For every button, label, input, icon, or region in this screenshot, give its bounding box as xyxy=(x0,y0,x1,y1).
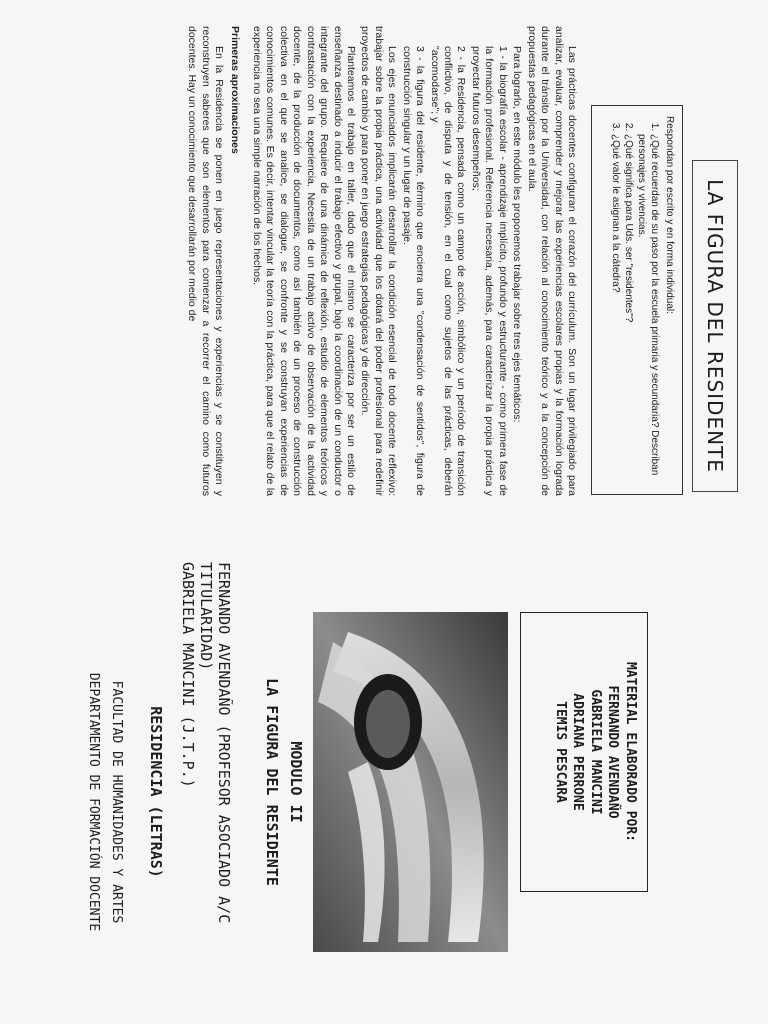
page-title: LA FIGURA DEL RESIDENTE xyxy=(692,160,738,492)
cover-page xyxy=(0,512,768,1024)
credit-name: GABRIELA MANCINI xyxy=(587,689,603,815)
module-heading xyxy=(260,552,308,1012)
cover-photo xyxy=(313,612,508,952)
credit-name: ADRIANA PERRONE xyxy=(570,693,586,811)
author-line: FERNANDO AVENDAÑO (PROFESOR ASOCIADO A/C TITULARIDAD) xyxy=(197,562,233,924)
credits-heading: MATERIAL ELABORADO POR: xyxy=(623,661,638,842)
paragraph: Para lograrlo, en este módulo les proponemos trabajar sobre tres ejes temáticos: xyxy=(511,46,524,423)
section-heading: Primeras aproximaciones xyxy=(229,26,242,154)
paragraph: Los ejes enunciados implicarán desarrollar la condición esencial de todo docente reflexivo: trabajar sobre la propia práctica, una actividad que los dotará del poder profesional para redefinir proyectos de cambio y para poner en juego estrategias pedagógicas y de dirección. xyxy=(359,26,399,496)
credits-box xyxy=(520,612,648,892)
module-number: MODULO II xyxy=(287,741,305,823)
faculty-name: FACULTAD DE HUMANIDADES Y ARTES xyxy=(109,680,124,924)
author-line: GABRIELA MANCINI (J.T.P.) xyxy=(179,562,197,788)
axis-item: 1 - la biografía escolar - aprendizaje implícito, profundo y estructurante - como primera fase de la formación profesional. Referencia necesaria, además, para caracterizar la propia práctica y proyectar futuros desempeños; xyxy=(469,46,509,496)
axis-item: 3 - la figura del residente, término que encierra una "condensación de sentidos", figura de construcción singular y un lugar de pasaje. xyxy=(400,46,427,496)
body-text xyxy=(184,26,578,496)
institution-block xyxy=(81,602,128,1002)
axis-item: 2 - la Residencia, pensada como un campo de acción, simbólico y un período de transición conflictivo, de disputa y de tensión, en el cual como sujetos de las prácticas, deberán "acomodarse"; y xyxy=(428,46,468,496)
question-item: 3. ¿Qué valor le asignan a la cátedra? xyxy=(609,134,622,484)
credit-name: FERNANDO AVENDAÑO xyxy=(605,685,621,819)
instructions-box xyxy=(591,105,683,495)
questions-list xyxy=(609,116,661,484)
department-name: DEPARTAMENTO DE FORMACIÓN DOCENTE xyxy=(85,672,101,932)
module-title: LA FIGURA DEL RESIDENTE xyxy=(263,678,281,886)
instructions-intro: Respondan por escrito y en forma individual: xyxy=(664,116,675,314)
authors-block xyxy=(179,562,233,1022)
paragraph: En la Residencia se ponen en juego representaciones y experiencias y se constituyen y reconstruyen saberes que son elementos para comenzar a recorrer el camino como futuros docentes. Hay un conocimiento que desarrollarán por medio de xyxy=(186,26,226,496)
question-item: 2. ¿Qué significa para Uds. ser "residentes"? xyxy=(622,134,635,484)
course-name: RESIDENCIA (LETRAS) xyxy=(147,706,165,878)
paragraph: Planteamos el trabajo en taller, dado que el mismo se caracteriza por ser un estilo de enseñanza destinado a inducir el trabajo efectivo y grupal, bajo la coordinación de un conductor o integrante del grupo. Requiere de una dinámica de reflexión, estudio de elementos teóricos y contrastación con la experiencia. Necesita de un trabajo activo de observación de la actividad docente, de la producción de documentos, como así también de un proceso de construcción colectiva en el que se analice, se dialogue, se confronte y se construyan experiencias de conocimientos comunes. Es decir, intentar vincular la teoría con la práctica, para que el relato de la experiencia no sea una simple narración de los hechos. xyxy=(250,26,357,496)
credit-name: TEMIS PESCARA xyxy=(552,701,568,803)
paragraph: Las prácticas docentes configuran el corazón del currículum. Son un lugar privilegiado para analizar, evaluar, comprender y mejorar las experiencias escolares propias y la formación lograda durante el tránsito por la Universidad, con relación al conocimiento teórico y a la concepción de propuestas pedagógicas en el aula. xyxy=(525,26,578,496)
bent-paper-image xyxy=(313,612,508,952)
question-item: 1. ¿Qué recuerdan de su paso por la escuela primaria y secundaria? Describan personajes y vivencias. xyxy=(635,134,661,484)
